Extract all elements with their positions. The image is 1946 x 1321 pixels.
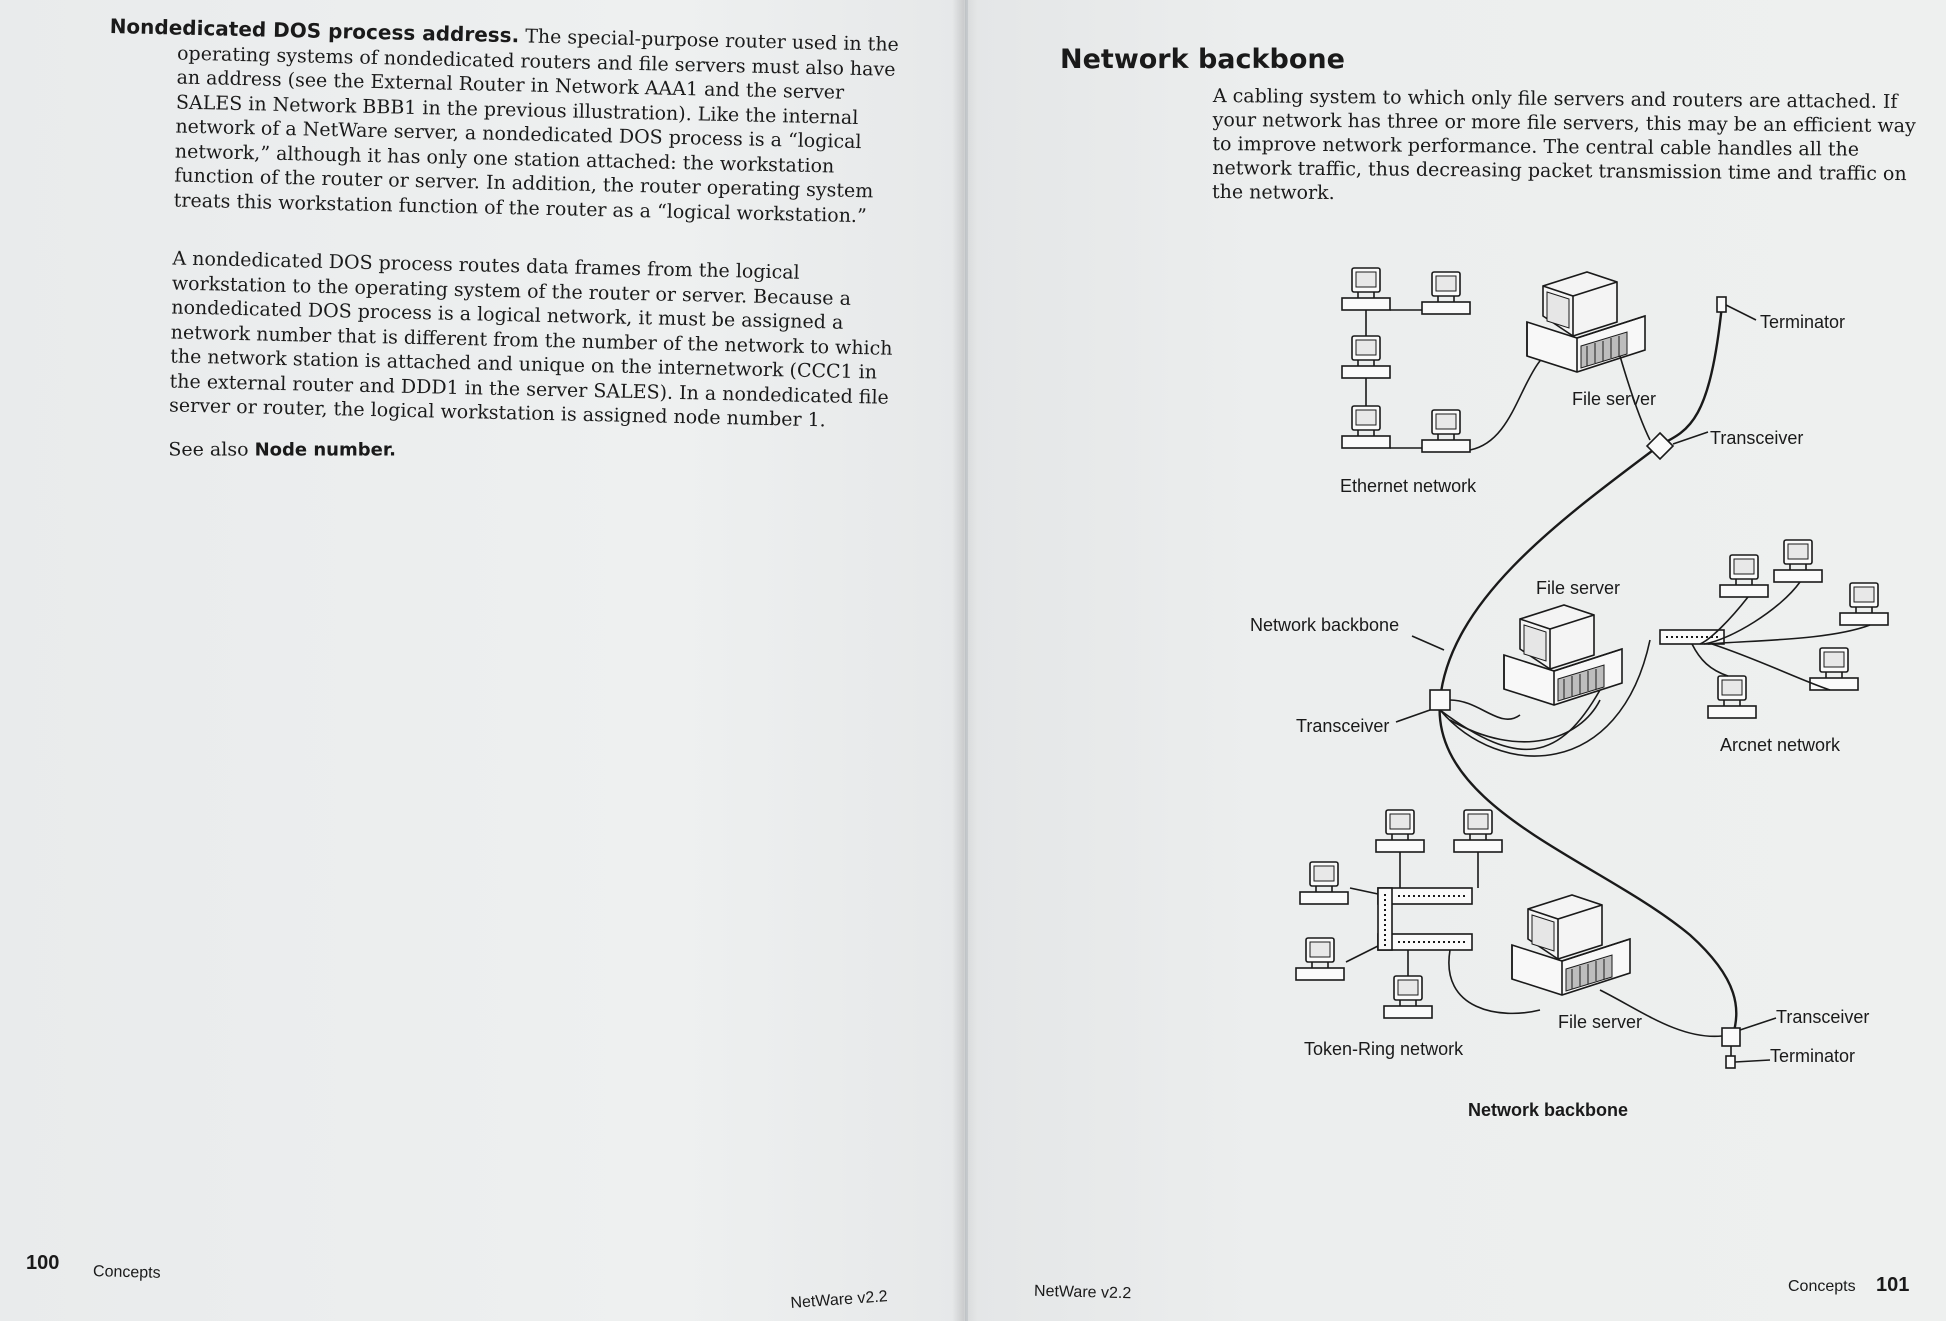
see-also-link[interactable]: Node number. (254, 438, 397, 460)
left-product-label: NetWare v2.2 (790, 1288, 889, 1312)
entry-body: The special-purpose router used in the operating systems of nondedicated routers and file servers must also have an address (see the External Router in Network AAA1 and the server SALES in Network BBB1 in the previous illustration). Like the internal network of a NetWare server, a nondedicated DOS process is a “logical network,” although it has only one station attached: the workstation function of the router or server. In addition, the router operating system treats this workstation function of the router as a “logical workstation.” (173, 25, 900, 227)
right-title: Network backbone (1060, 44, 1345, 75)
arcnet-workstations (1708, 540, 1888, 718)
right-definition: A cabling system to which only file servers and routers are attached. If your network has three or more file servers, this may be an efficient way to improve network performance. The central cable handles all the network traffic, thus decreasing packet transmission time and traffic on the network. (1211, 84, 1916, 205)
right-section-label: Concepts (1788, 1278, 1856, 1295)
entry-title: Nondedicated DOS process address. (109, 14, 520, 48)
see-also-prefix: See also (168, 437, 249, 460)
terminator-bottom (1726, 1056, 1735, 1068)
diagram-caption: Network backbone (1468, 1100, 1629, 1120)
left-page-number: 100 (26, 1252, 60, 1274)
label-arcnet: Arcnet network (1720, 735, 1841, 755)
label-transceiver-1: Transceiver (1710, 428, 1804, 448)
label-terminator-bottom: Terminator (1770, 1046, 1856, 1066)
left-section-label: Concepts (92, 1263, 161, 1282)
terminator-top (1717, 297, 1726, 312)
label-backbone-callout: Network backbone (1250, 615, 1400, 635)
token-ring-workstations (1296, 810, 1502, 1018)
label-transceiver-3: Transceiver (1776, 1007, 1870, 1027)
transceiver-2 (1430, 690, 1450, 710)
file-server-1 (1527, 272, 1645, 372)
file-server-3 (1512, 895, 1630, 995)
right-product-label: NetWare v2.2 (1033, 1282, 1132, 1303)
label-file-server-1: File server (1572, 389, 1657, 409)
transceiver-3 (1722, 1028, 1740, 1046)
right-page-number: 101 (1876, 1274, 1910, 1296)
label-token-ring: Token-Ring network (1304, 1039, 1464, 1059)
label-file-server-3: File server (1558, 1012, 1643, 1032)
file-server-2 (1504, 605, 1622, 705)
label-transceiver-2: Transceiver (1296, 716, 1390, 736)
label-terminator-top: Terminator (1760, 312, 1846, 332)
label-file-server-2: File server (1536, 578, 1621, 598)
label-ethernet: Ethernet network (1340, 476, 1477, 496)
transceiver-1 (1647, 433, 1673, 459)
entry-paragraph-2: A nondedicated DOS process routes data frames from the logical workstation to the operating system of the router or server. Because a nondedicated DOS process is a logical network, it must be assigned a network number that is different from the number of the network to which the network station is attached and unique on the internetwork (CCC1 in the external router and DDD1 in the server SALES). In a nondedicated file server or router, the logical workstation is assigned node number 1. (168, 247, 893, 432)
ethernet-workstations (1342, 268, 1470, 452)
